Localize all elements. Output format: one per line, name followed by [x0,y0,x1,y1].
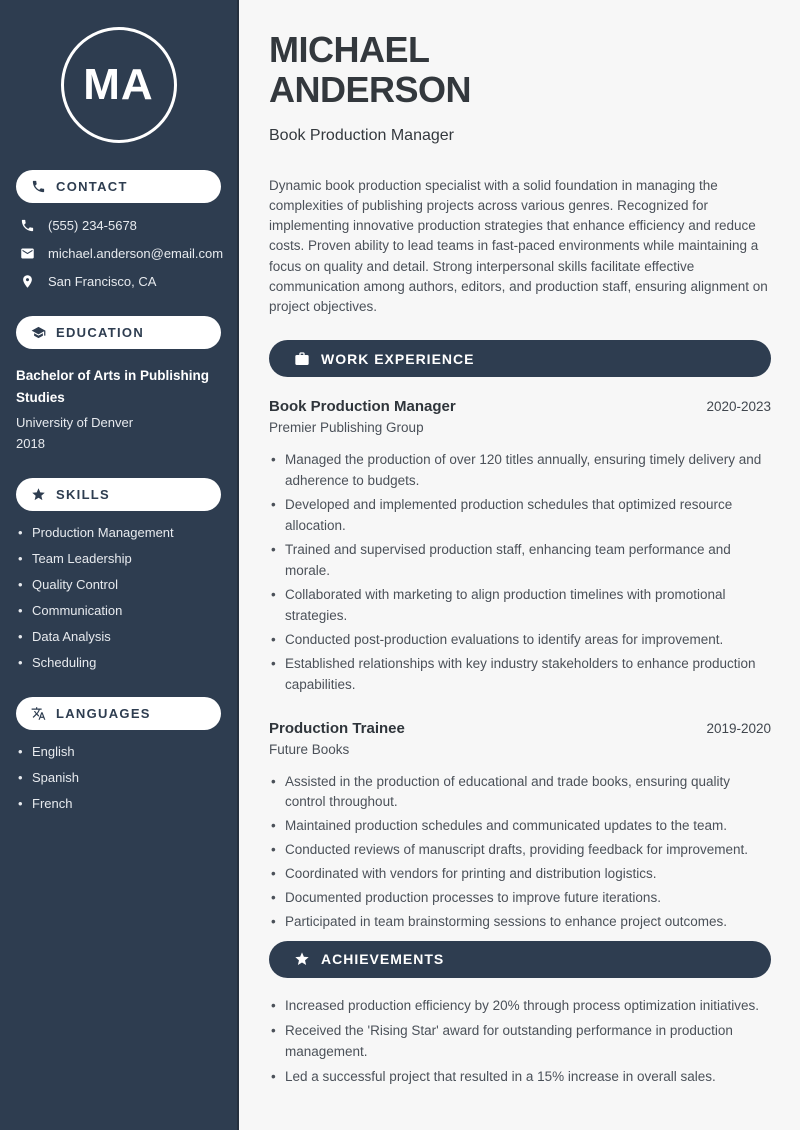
skills-heading: SKILLS [56,486,111,502]
work-experience-heading-pill [269,340,771,377]
achievements-list [269,996,771,1088]
job-bullet: • Conducted reviews of manuscript drafts, providing feedback for improvement. [269,840,771,861]
graduation-cap-icon [31,325,46,340]
job-bullet: • Developed and implemented production schedules that optimized resource allocation. [269,495,771,537]
job-dates: 2020-2023 [706,399,771,415]
languages-list [18,744,237,811]
avatar [61,27,177,143]
job-header [269,398,771,415]
skill-item: • Team Leadership [18,551,237,566]
contact-phone [20,218,237,233]
jobs-list [269,398,771,933]
job-header [269,720,771,737]
contact-heading-pill [16,170,221,203]
job-bullet: • Established relationships with key industry stakeholders to enhance production capabilities. [269,654,771,696]
job-bullet: • Documented production processes to improve future iterations. [269,888,771,909]
achievements-heading-pill [269,941,771,978]
job-title: Book Production Manager [269,398,456,416]
education-heading: EDUCATION [56,325,145,340]
job-bullet: • Trained and supervised production staff, enhancing team performance and morale. [269,540,771,582]
person-name [269,30,771,111]
contact-section [0,170,237,289]
education-heading-pill [16,316,221,349]
job-bullet: • Conducted post-production evaluations to identify areas for improvement. [269,630,771,651]
language-item: • Spanish [18,770,237,785]
star-icon [294,951,310,967]
education-school: University of Denver [16,414,134,430]
skills-list [18,525,237,670]
job-bullets [269,450,771,695]
education-year: 2018 [16,435,45,451]
phone-icon [20,218,35,233]
languages-heading-pill [16,697,221,730]
translate-icon [31,706,46,721]
main-content [239,0,800,1130]
job-bullet: • Coordinated with vendors for printing and distribution logistics. [269,864,771,885]
contact-heading: CONTACT [56,179,128,194]
job-company: Future Books [269,741,350,757]
work-experience-heading: WORK EXPERIENCE [321,350,475,367]
education-degree: Bachelor of Arts in Publishing Studies [16,368,210,405]
summary-paragraph: Dynamic book production specialist with a solid foundation in managing the complexities of publishing projects across various genres. Recognized for implementing innovative production strategies that enhance efficiency and reduce costs. Proven ability to lead teams in fast-paced environments while maintaining a focus on quality and detail. Strong interpersonal skills facilitate effective communication among authors, editors, and production staff, ensuring alignment on project objectives. [269,177,768,315]
contact-email [20,246,237,261]
sidebar [0,0,239,1130]
skill-item: • Scheduling [18,655,237,670]
job-title: Production Trainee [269,719,405,737]
contact-items [20,218,237,289]
education-entry [16,365,221,451]
achievements-heading: ACHIEVEMENTS [321,951,445,968]
languages-section [0,697,237,811]
skill-item: • Data Analysis [18,629,237,644]
star-icon [31,487,46,502]
job-entry [269,720,771,933]
avatar-initials: MA [83,60,154,109]
languages-heading: LANGUAGES [56,705,151,721]
language-item: • English [18,744,237,759]
job-bullet: • Maintained production schedules and communicated updates to the team. [269,816,771,837]
person-job-title: Book Production Manager [269,126,454,144]
job-bullet: • Collaborated with marketing to align production timelines with promotional strategies. [269,585,771,627]
achievement-bullet: • Led a successful project that resulted in a 15% increase in overall sales. [269,1067,771,1088]
language-item: • French [18,796,237,811]
email-icon [20,246,35,261]
skill-item: • Quality Control [18,577,237,592]
job-bullets [269,772,771,933]
job-dates: 2019-2020 [706,720,771,736]
briefcase-icon [294,351,310,367]
contact-phone-text: (555) 234-5678 [48,218,137,233]
phone-icon [31,179,46,194]
skills-section [0,478,237,670]
person-name-line2: ANDERSON [269,69,472,111]
education-section [0,316,237,451]
person-name-line1: MICHAEL [269,29,430,70]
achievement-bullet: • Increased production efficiency by 20% through process optimization initiatives. [269,996,771,1017]
location-pin-icon [20,274,35,289]
contact-email-text: michael.anderson@email.com [48,246,224,261]
contact-location [20,274,237,289]
skill-item: • Communication [18,603,237,618]
skill-item: • Production Management [18,525,237,540]
job-bullet: • Participated in team brainstorming sessions to enhance project outcomes. [269,912,771,933]
contact-location-text: San Francisco, CA [48,274,157,289]
job-company: Premier Publishing Group [269,420,424,436]
job-entry [269,398,771,695]
achievement-bullet: • Received the 'Rising Star' award for outstanding performance in production management. [269,1021,771,1063]
skills-heading-pill [16,478,221,511]
job-bullet: • Managed the production of over 120 titles annually, ensuring timely delivery and adherence to budgets. [269,450,771,492]
job-bullet: • Assisted in the production of educational and trade books, ensuring quality control throughout. [269,772,771,814]
